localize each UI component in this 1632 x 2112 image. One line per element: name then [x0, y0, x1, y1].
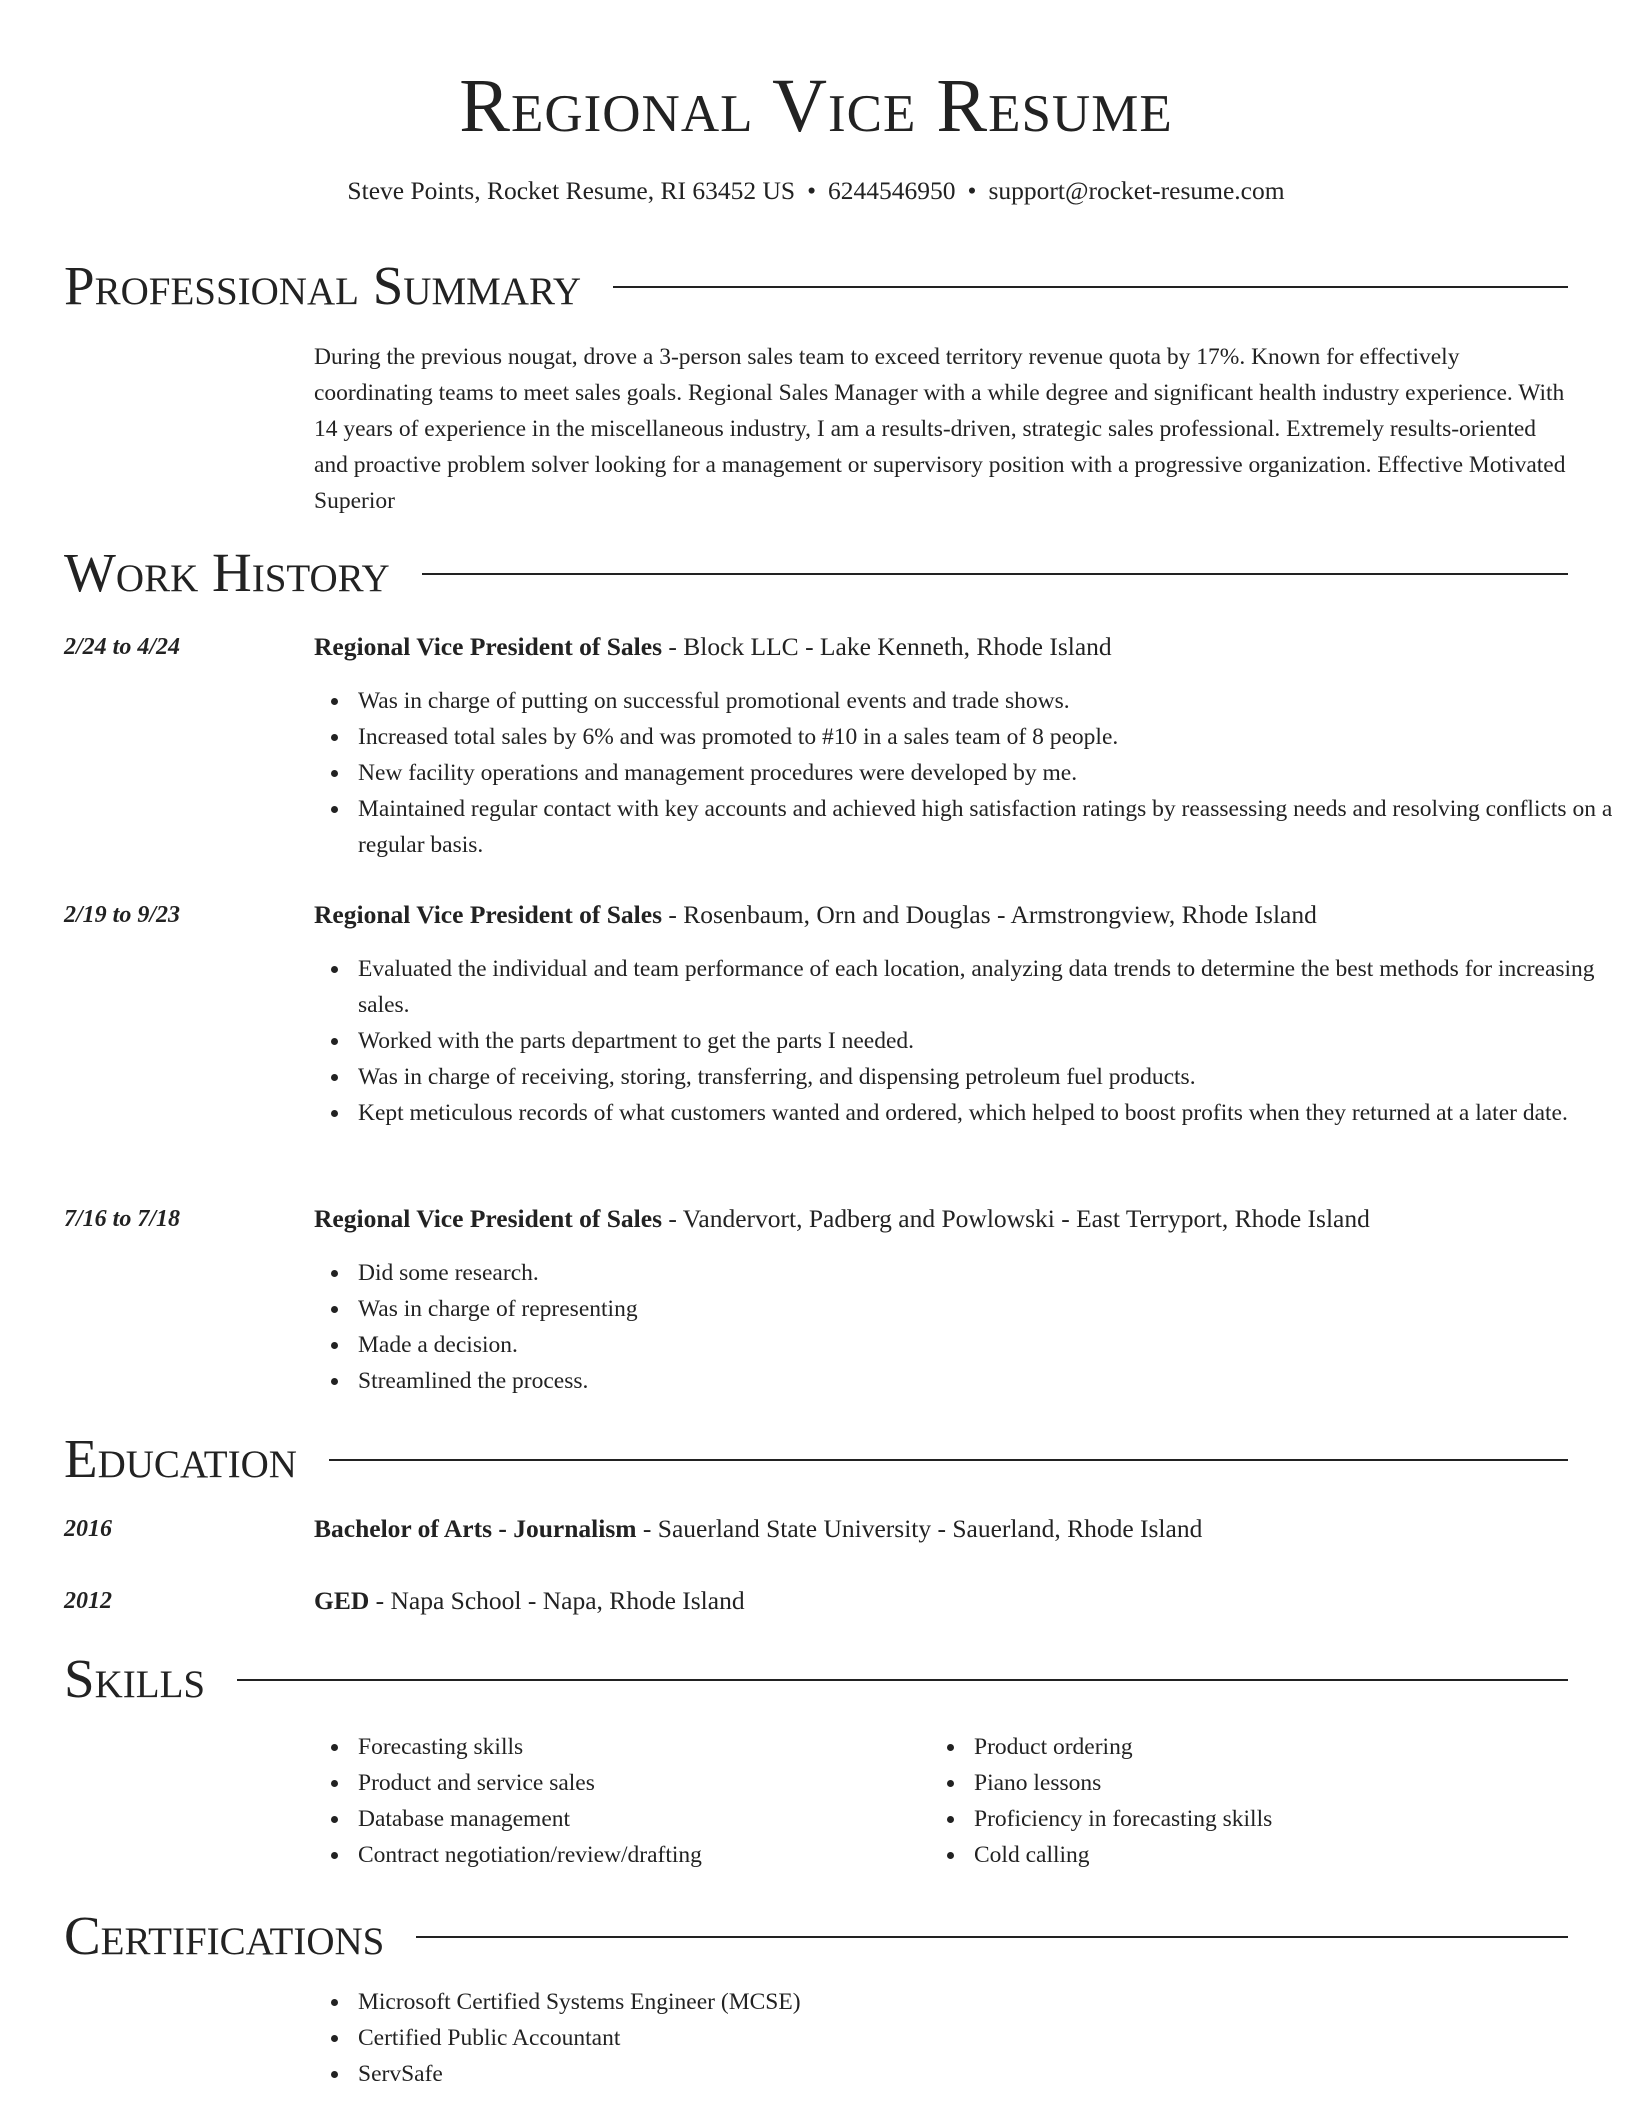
section-divider: [329, 1459, 1568, 1461]
list-item: Maintained regular contact with key accounts and achieved high satisfaction ratings by reassessing needs and resolving conflicts on a regular basis.: [358, 791, 1620, 863]
job-dates: 2/19 to 9/23: [64, 902, 181, 928]
section-education-header: [64, 1427, 1568, 1491]
section-certifications-header: [64, 1904, 1568, 1968]
list-item: Streamlined the process.: [358, 1363, 1620, 1399]
list-item: Increased total sales by 6% and was promoted to #10 in a sales team of 8 people.: [358, 719, 1620, 755]
education-degree: Bachelor of Arts - Journalism: [314, 1514, 637, 1543]
job-details: - Vandervort, Padberg and Powlowski - East Terryport, Rhode Island: [662, 1204, 1370, 1233]
list-item: Kept meticulous records of what customers wanted and ordered, which helped to boost profits when they returned at a later date.: [358, 1095, 1620, 1131]
section-summary-header: [64, 254, 1568, 318]
education-year: 2016: [64, 1516, 112, 1542]
list-item: Worked with the parts department to get the parts I needed.: [358, 1023, 1620, 1059]
education-details: - Napa School - Napa, Rhode Island: [369, 1586, 745, 1615]
list-item: Evaluated the individual and team performance of each location, analyzing data trends to determine the best methods for increasing sales.: [358, 951, 1620, 1023]
list-item: Certified Public Accountant: [358, 2020, 1620, 2056]
section-title-education: Education: [64, 1428, 297, 1489]
job-bullets: [314, 683, 1620, 863]
section-title-work: Work History: [64, 542, 390, 603]
job-details: - Block LLC - Lake Kenneth, Rhode Island: [662, 632, 1112, 661]
job-title: Regional Vice President of Sales: [314, 1204, 662, 1233]
section-skills-header: [64, 1647, 1568, 1711]
list-item: Cold calling: [974, 1837, 1574, 1873]
section-divider: [237, 1679, 1568, 1681]
education-degree: GED: [314, 1586, 370, 1615]
list-item: Did some research.: [358, 1255, 1620, 1291]
job-bullets: [314, 951, 1620, 1131]
list-item: New facility operations and management procedures were developed by me.: [358, 755, 1620, 791]
contact-address: Steve Points, Rocket Resume, RI 63452 US: [347, 176, 796, 205]
job-heading: [314, 629, 1112, 665]
job-dates: 7/16 to 7/18: [64, 1206, 181, 1232]
list-item: ServSafe: [358, 2056, 1620, 2092]
section-title-certifications: Certifications: [64, 1905, 385, 1966]
list-item: Microsoft Certified Systems Engineer (MCSE): [358, 1984, 1620, 2020]
list-item: Was in charge of representing: [358, 1291, 1620, 1327]
contact-phone: 6244546950: [828, 176, 956, 205]
job-dates: 2/24 to 4/24: [64, 634, 181, 660]
section-title-skills: Skills: [64, 1648, 206, 1709]
section-work-header: [64, 541, 1568, 605]
job-heading: [314, 1201, 1370, 1237]
list-item: Was in charge of receiving, storing, transferring, and dispensing petroleum fuel products.: [358, 1059, 1620, 1095]
list-item: Made a decision.: [358, 1327, 1620, 1363]
job-details: - Rosenbaum, Orn and Douglas - Armstrongview, Rhode Island: [662, 900, 1317, 929]
contact-separator: •: [807, 176, 817, 205]
list-item: Forecasting skills: [358, 1729, 918, 1765]
list-item: Piano lessons: [974, 1765, 1574, 1801]
education-entry: [314, 1583, 745, 1619]
certifications-list: [314, 1984, 1620, 2092]
job-heading: [314, 897, 1317, 933]
summary-text: During the previous nougat, drove a 3-person sales team to exceed territory revenue quota by 17%. Known for effectively coordinating teams to meet sales goals. Regional Sales Manager with a while degree and significant health industry experience. With 14 years of experience in the miscellaneous industry, I am a results-driven, strategic sales professional. Extremely results-oriented and proactive problem solver looking for a management or supervisory position with a progressive organization. Effective Motivated Superior: [314, 344, 1566, 514]
education-entry: [314, 1511, 1202, 1547]
list-item: Product and service sales: [358, 1765, 918, 1801]
job-title: Regional Vice President of Sales: [314, 632, 662, 661]
contact-separator: •: [967, 176, 977, 205]
list-item: Contract negotiation/review/drafting: [358, 1837, 918, 1873]
section-divider: [422, 573, 1568, 575]
education-year: 2012: [64, 1588, 112, 1614]
list-item: Was in charge of putting on successful promotional events and trade shows.: [358, 683, 1620, 719]
skills-list-right: [930, 1729, 1574, 1873]
list-item: Proficiency in forecasting skills: [974, 1801, 1574, 1837]
resume-name: Regional Vice Resume: [459, 64, 1173, 148]
skills-list-left: [314, 1729, 918, 1873]
section-title-summary: Professional Summary: [64, 255, 582, 316]
job-bullets: [314, 1255, 1620, 1399]
section-divider: [613, 286, 1568, 288]
contact-email: support@rocket-resume.com: [988, 176, 1285, 205]
list-item: Database management: [358, 1801, 918, 1837]
contact-line: [0, 174, 1632, 208]
education-details: - Sauerland State University - Sauerland, Rhode Island: [636, 1514, 1203, 1543]
job-title: Regional Vice President of Sales: [314, 900, 662, 929]
section-divider: [416, 1936, 1568, 1938]
list-item: Product ordering: [974, 1729, 1574, 1765]
